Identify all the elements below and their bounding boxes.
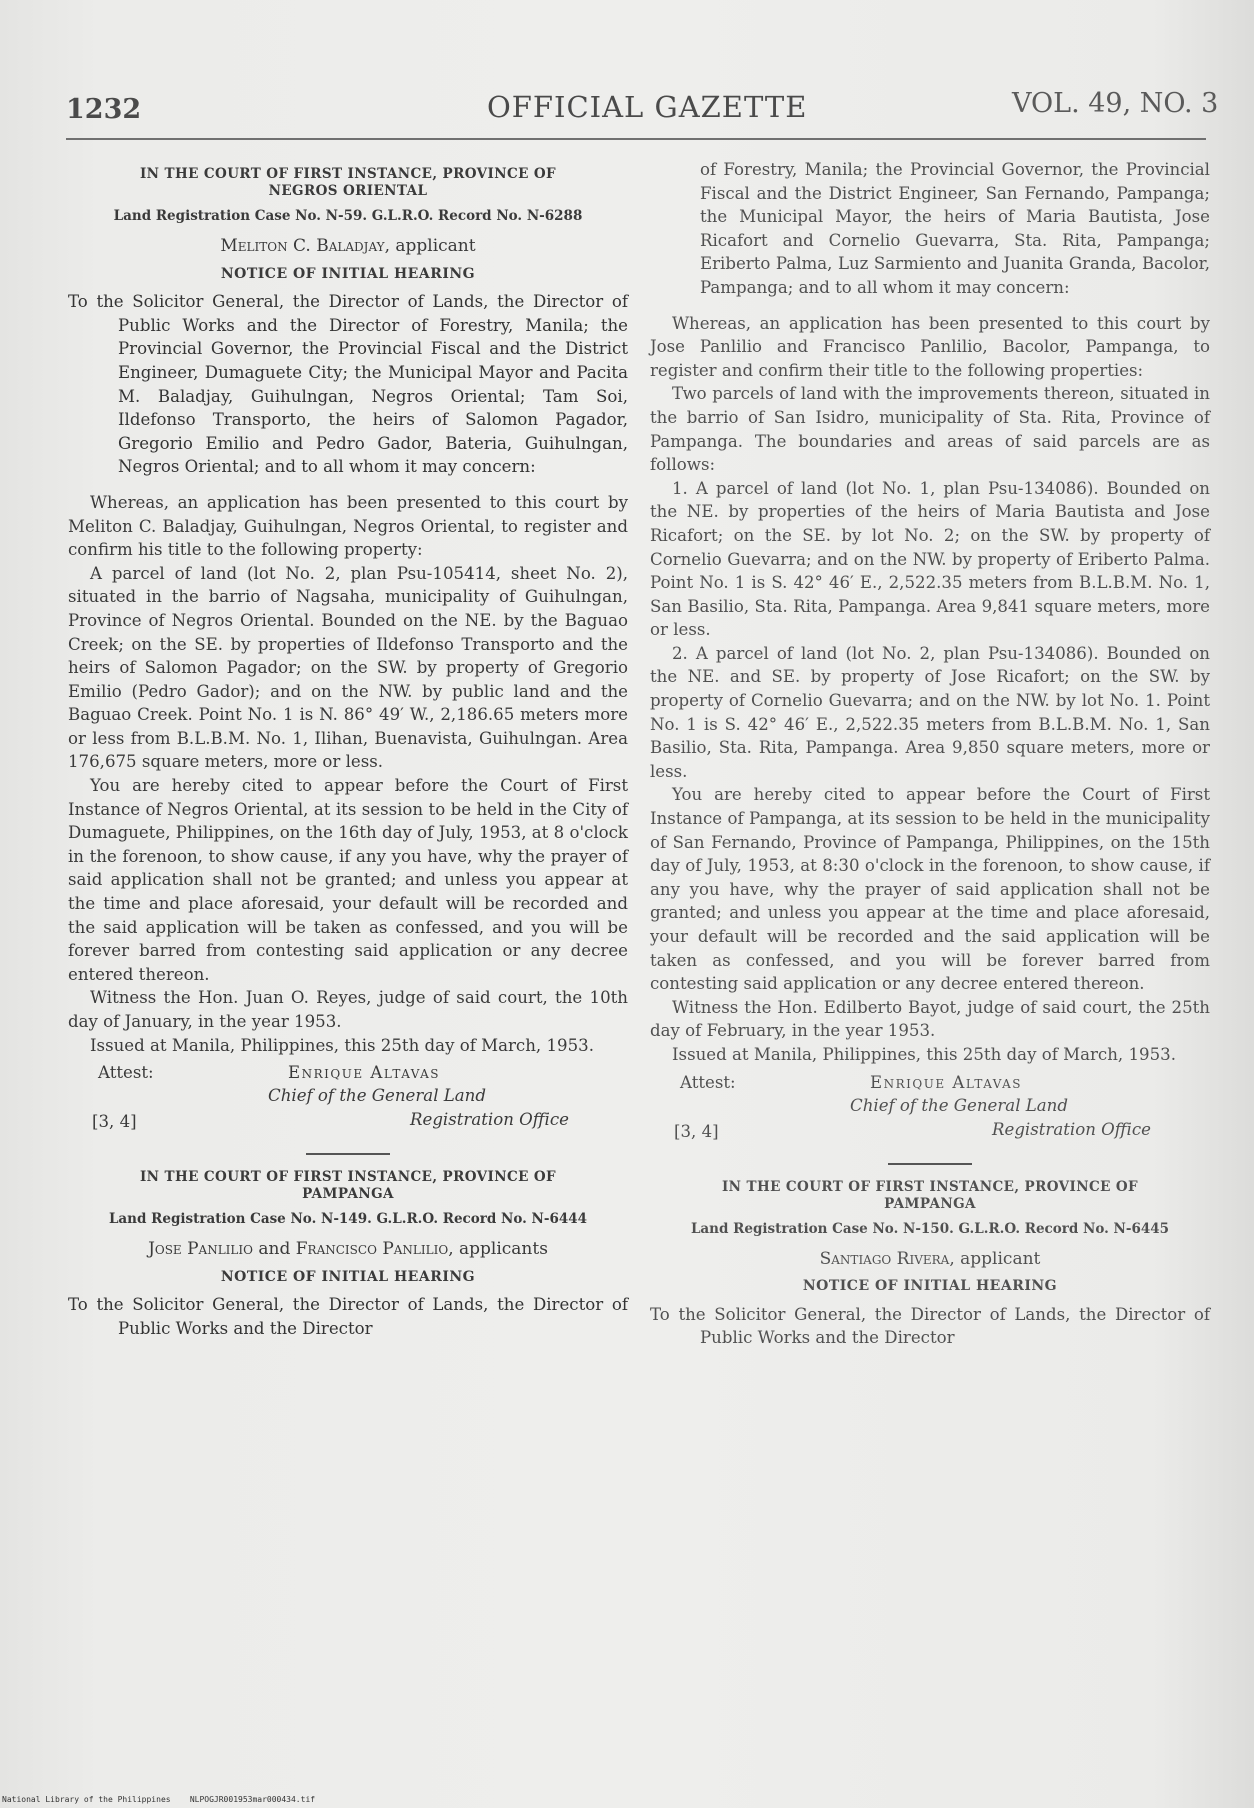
volume-number: VOL. 49, NO. 3 xyxy=(1012,88,1219,119)
page-number: 1232 xyxy=(66,94,142,125)
paragraph: You are hereby cited to appear before the Court of First Instance of Pampanga, at its session to be held in the municipality of San Fernando, Province of Pampanga, Philippines, on the 15th day of July, 1953, at 8:30 o'clock in the forenoon, to show cause, if any you have, why the prayer of said application shall not be granted; and unless you appear at the time and place aforesaid, your default will be recorded and the said application will be taken as confessed, and you will be forever barred from contesting said application or any decree entered thereon. xyxy=(650,785,1210,994)
applicant-suffix: , applicant xyxy=(949,1248,1041,1269)
reference-number: [3, 4] xyxy=(674,1121,719,1141)
paragraph: Two parcels of land with the improvements thereon, situated in the barrio of San Isidro, municipality of Sta. Rita, Province of Pampanga. The boundaries and areas of said parcels are as follows: xyxy=(650,384,1210,475)
applicant-name: Santiago Rivera xyxy=(819,1248,950,1269)
applicant-line xyxy=(650,1248,1210,1272)
attest-name: Enrique Altavas xyxy=(288,1063,441,1083)
paragraph: Whereas, an application has been presented to this court by Meliton C. Baladjay, Guihulngan, Negros Oriental, to register and confirm his title to the following property: xyxy=(68,492,628,560)
notice-title: NOTICE OF INITIAL HEARING xyxy=(220,265,476,282)
notice-title: NOTICE OF INITIAL HEARING xyxy=(802,1278,1058,1295)
addressees: To the Solicitor General, the Director of Lands, the Director of Public Works and the Director of Forestry, Manila; the Provincial Governor, the Provincial Fiscal and the District Engineer, Dumaguete City; the Municipal Mayor and Pacita M. Baladjay, Guihulngan, Negros Oriental; Tam Soi, Ildefonso Transporto, the heirs of Salomon Pagador, Gregorio Emilio and Pedro Gador, Bateria, Guihulngan, Negros Oriental; and to all whom it may concern: xyxy=(68,292,628,477)
notice-title: NOTICE OF INITIAL HEARING xyxy=(220,1268,476,1285)
attest-title: Registration Office xyxy=(410,1110,569,1130)
library-credit: National Library of the Philippines xyxy=(2,1795,171,1804)
paragraph: A parcel of land (lot No. 2, plan Psu-105414, sheet No. 2), situated in the barrio of Nagsaha, municipality of Guihulngan, Province of Negros Oriental. Bounded on the NE. by the Baguao Creek; on the SE. by properties of Ildefonso Transporto and the heirs of Salomon Pagador; on the SW. by property of Gregorio Emilio (Pedro Gador); and on the NW. by public land and the Baguao Creek. Point No. 1 is N. 86° 49′ W., 2,186.65 meters more or less from B.L.B.M. No. 1, Ilihan, Buenavista, Guihulngan. Area 176,675 square meters, more or less. xyxy=(68,563,628,772)
notice-separator xyxy=(306,1153,390,1155)
applicant-line xyxy=(68,1238,628,1262)
court-heading: IN THE COURT OF FIRST INSTANCE, PROVINCE OF PAMPANGA xyxy=(721,1178,1139,1212)
case-number: Land Registration Case No. N-150. G.L.R.O. Record No. N-6445 xyxy=(690,1220,1170,1237)
applicant-name: Francisco Panlilio xyxy=(295,1239,449,1260)
paragraph: Whereas, an application has been presented to this court by Jose Panlilio and Francisco Panlilio, Bacolor, Pampanga, to register and confirm their title to the following properties: xyxy=(650,313,1210,380)
attest-label: Attest: xyxy=(98,1063,154,1083)
addressees: To the Solicitor General, the Director of Lands, the Director of Public Works and the Director xyxy=(650,1304,1210,1348)
applicant-suffix: , applicant xyxy=(384,236,476,256)
file-name: NLPOGJR001953mar000434.tif xyxy=(189,1795,316,1804)
attest-title: Chief of the General Land xyxy=(268,1086,486,1106)
header-rule xyxy=(66,138,1206,140)
attestation xyxy=(68,1061,628,1147)
court-heading: IN THE COURT OF FIRST INSTANCE, PROVINCE OF NEGROS ORIENTAL xyxy=(139,166,557,199)
reference-number: [3, 4] xyxy=(92,1112,137,1132)
applicant-conjunction: and xyxy=(252,1239,296,1260)
case-number: Land Registration Case No. N-149. G.L.R.O. Record No. N-6444 xyxy=(108,1211,588,1228)
addressees: To the Solicitor General, the Director of Lands, the Director of Public Works and the Director xyxy=(68,1295,628,1338)
applicant-suffix: , applicants xyxy=(448,1239,548,1260)
paragraph: You are hereby cited to appear before the Court of First Instance of Negros Oriental, at its session to be held in the City of Dumaguete, Philippines, on the 16th day of July, 1953, at 8 o'clock in the forenoon, to show cause, if any you have, why the prayer of said application shall not be granted; and unless you appear at the time and place aforesaid, your default will be recorded and the said application will be taken as confessed, and you will be forever barred from contesting said application or any decree entered thereon. xyxy=(68,776,628,984)
right-column xyxy=(650,158,1210,1350)
applicant-name: Meliton C. Baladjay xyxy=(220,236,385,256)
paragraph: Witness the Hon. Juan O. Reyes, judge of said court, the 10th day of January, in the year 1953. xyxy=(68,988,628,1031)
paragraph: Witness the Hon. Edilberto Bayot, judge of said court, the 25th day of February, in the year 1953. xyxy=(650,997,1210,1041)
notice-separator xyxy=(888,1163,972,1165)
applicant-line xyxy=(68,235,628,259)
attest-name: Enrique Altavas xyxy=(870,1072,1023,1092)
attestation xyxy=(650,1071,1210,1157)
case-number: Land Registration Case No. N-59. G.L.R.O. Record No. N-6288 xyxy=(113,208,583,224)
paragraph: 2. A parcel of land (lot No. 2, plan Psu-134086). Bounded on the NE. and SE. by property of Jose Ricafort; on the SW. by property of Cornelio Guevarra; and on the NW. by lot No. 1. Point No. 1 is S. 42° 46′ E., 2,522.35 meters from B.L.B.M. No. 1, San Basilio, Sta. Rita, Pampanga. Area 9,850 square meters, more or less. xyxy=(650,643,1210,781)
paragraph: 1. A parcel of land (lot No. 1, plan Psu-134086). Bounded on the NE. by properties of the heirs of Maria Bautista and Jose Ricafort; on the SE. by lot No. 2; on the SW. by property of Cornelio Guevarra; and on the NW. by property of Eriberto Palma. Point No. 1 is S. 42° 46′ E., 2,522.35 meters from B.L.B.M. No. 1, San Basilio, Sta. Rita, Pampanga. Area 9,841 square meters, more or less. xyxy=(650,478,1210,640)
attest-label: Attest: xyxy=(680,1072,736,1092)
attest-title: Registration Office xyxy=(992,1119,1151,1139)
attest-title: Chief of the General Land xyxy=(850,1095,1068,1115)
left-column xyxy=(68,160,628,1341)
paragraph: Issued at Manila, Philippines, this 25th day of March, 1953. xyxy=(90,1035,594,1055)
applicant-name: Jose Panlilio xyxy=(148,1239,253,1260)
paragraph: Issued at Manila, Philippines, this 25th day of March, 1953. xyxy=(672,1044,1176,1064)
court-heading: IN THE COURT OF FIRST INSTANCE, PROVINCE OF PAMPANGA xyxy=(139,1169,557,1203)
publication-title: OFFICIAL GAZETTE xyxy=(487,90,808,124)
addressees-continued: of Forestry, Manila; the Provincial Governor, the Provincial Fiscal and the District Engineer, San Fernando, Pampanga; the Municipal Mayor, the heirs of Maria Bautista, Jose Ricafort and Cornelio Guevarra, Sta. Rita, Pampanga; Eriberto Palma, Luz Sarmiento and Juanita Granda, Bacolor, Pampanga; and to all whom it may concern: xyxy=(700,160,1210,297)
scan-footer xyxy=(2,1795,315,1804)
